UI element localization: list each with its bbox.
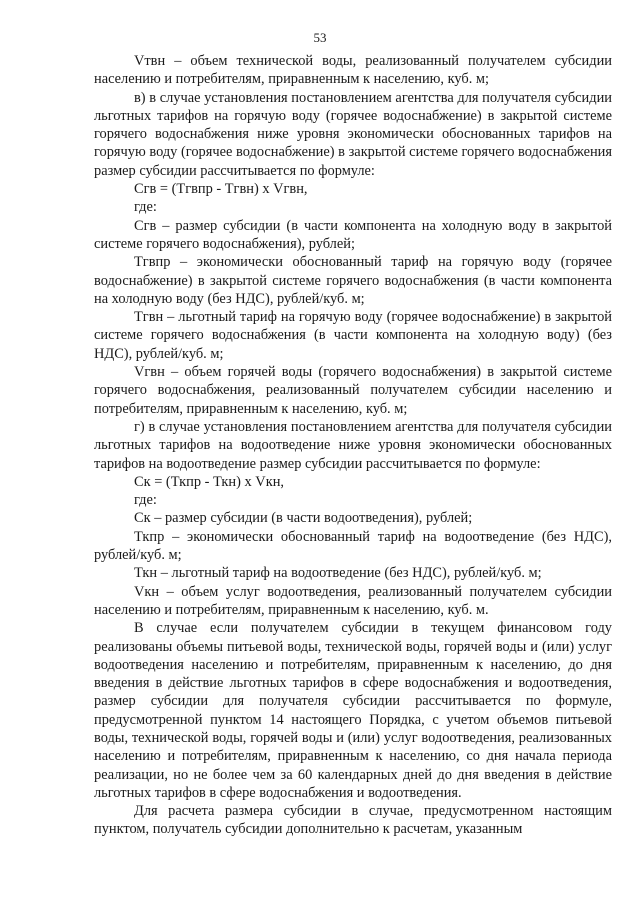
paragraph-current-year-case: В случае если получателем субсидии в текущем финансовом году реализованы объемы питьевой воды, технической воды, горячей воды и (или) услуг водоотведения населению и потребителям, приравненным к населению, до дня введения в действие льготных тарифов в сфере водоснабжения и водоотведения, размер субсидии для получателя субсидии рассчитывается по формуле, предусмотренной пунктом 14 настоящего Порядка, с учетом объемов питьевой воды, технической воды, горячей воды и (или) услуг водоотведения, реализованных населению и потребителям, приравненным к населению, со дня начала периода реализации, но не более чем за 60 календарных дней до дня введения в действие льготных тарифов в сфере водоснабжения и водоотведения.: [94, 620, 612, 801]
paragraph-clause-v: в) в случае установления постановлением агентства для получателя субсидии льготных тарифов на горячую воду (горячее водоснабжение) в закрытой системе горячего водоснабжения ниже уровня экономически обоснованных тарифов на горячую воду (горячее водоснабжение) в закрытой системе горячего водоснабжения размер субсидии рассчитывается по формуле:: [94, 89, 612, 179]
paragraph-clause-g: г) в случае установления постановлением агентства для получателя субсидии льготных тарифов на водоотведение ниже уровня экономически обоснованных тарифов на водоотведение размер субсидии рассчитывается по формуле:: [94, 418, 612, 472]
paragraph-where: где:: [134, 199, 157, 216]
paragraph-calculation-note: Для расчета размера субсидии в случае, предусмотренном настоящим пунктом, получатель субсидии дополнительно к расчетам, указанным: [94, 803, 612, 838]
page-number: 53: [313, 30, 327, 45]
paragraph-vtvn-definition: Vтвн – объем технической воды, реализованный получателем субсидии населению и потребителям, приравненным к населению, куб. м;: [94, 53, 612, 88]
formula-sgv: Сгв = (Тгвпр - Тгвн) х Vгвн,: [134, 181, 308, 198]
document-body: [94, 52, 612, 839]
paragraph-vgvn-definition: Vгвн – объем горячей воды (горячего водоснабжения) в закрытой системе горячего водоснабжения, реализованный получателем субсидии населению и потребителям, приравненным к населению, куб. м;: [94, 364, 612, 417]
paragraph-tgvn-definition: Тгвн – льготный тариф на горячую воду (горячее водоснабжение) в закрытой системе горячего водоснабжения (в части компонента на холодную воду) (без НДС), рублей/куб. м;: [94, 309, 612, 362]
paragraph-where: где:: [134, 492, 157, 509]
paragraph-tkpr-definition: Ткпр – экономически обоснованный тариф на водоотведение (без НДС), рублей/куб. м;: [94, 528, 612, 564]
paragraph-sgv-definition: Сгв – размер субсидии (в части компонента на холодную воду в закрытой системе горячего водоснабжения), рублей;: [94, 217, 612, 252]
paragraph-sk-definition: Ск – размер субсидии (в части водоотведения), рублей;: [134, 510, 473, 527]
paragraph-tkn-definition: Ткн – льготный тариф на водоотведение (без НДС), рублей/куб. м;: [134, 565, 542, 582]
paragraph-tgvpr-definition: Тгвпр – экономически обоснованный тариф на горячую воду (горячее водоснабжение) в закрытой системе горячего водоснабжения (в части компонента на холодную воду (без НДС), рублей/куб. м;: [94, 254, 612, 307]
paragraph-vkn-definition: Vкн – объем услуг водоотведения, реализованный получателем субсидии населению и потребителям, приравненным к населению, куб. м.: [94, 583, 612, 618]
formula-sk: Ск = (Ткпр - Ткн) х Vкн,: [134, 473, 284, 490]
